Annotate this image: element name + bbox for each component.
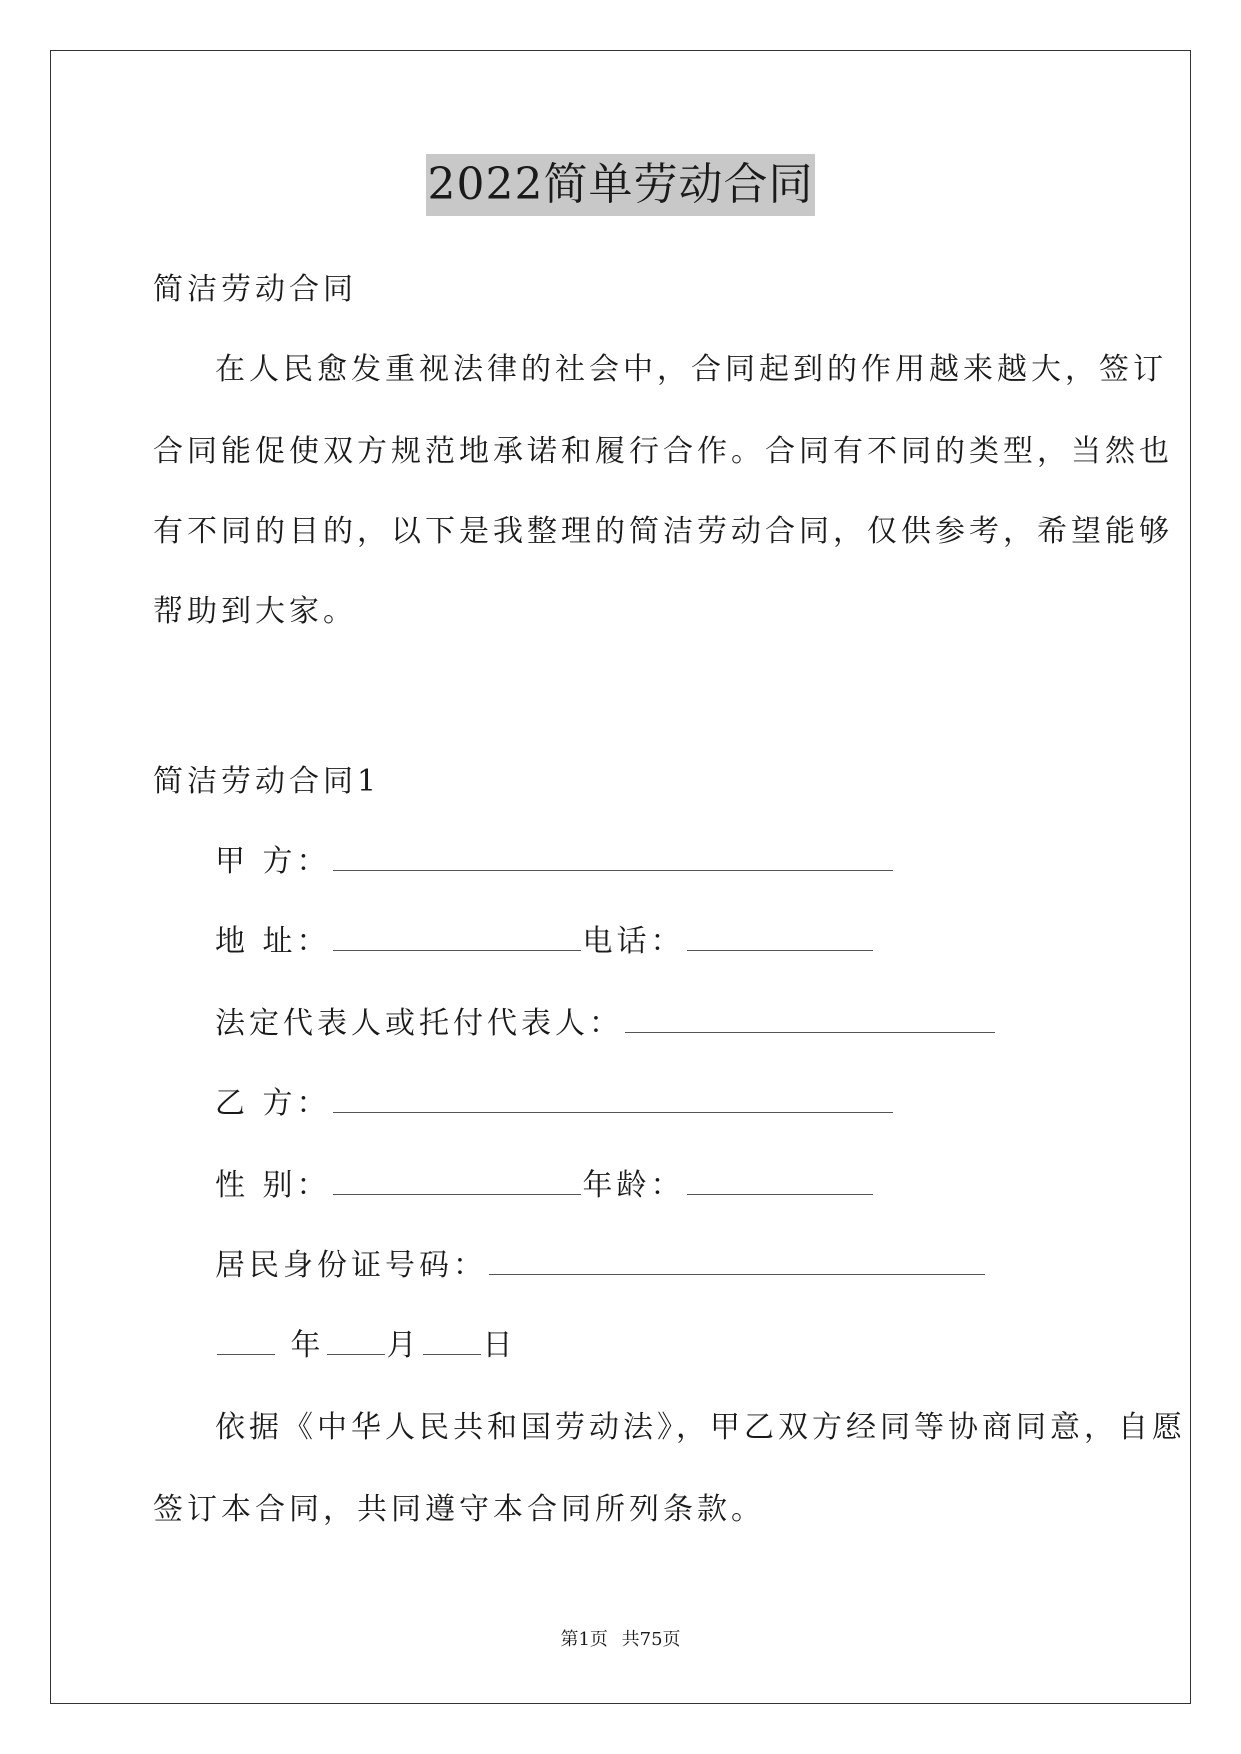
month-blank[interactable]: [327, 1328, 385, 1355]
total-pages: 共75页: [621, 1629, 681, 1650]
closing-line-2: 签订本合同，共同遵守本合同所列条款。: [153, 1492, 765, 1527]
document-title: 2022简单劳动合同: [426, 154, 816, 216]
phone-label: 电话：: [582, 924, 685, 959]
legal-rep-label: 法定代表人或托付代表人：: [215, 1006, 623, 1041]
legal-rep-row: [215, 1004, 997, 1044]
day-blank[interactable]: [423, 1328, 481, 1355]
page-footer: [0, 1628, 1241, 1652]
party-a-label: 甲 方：: [215, 844, 331, 879]
party-a-blank[interactable]: [333, 844, 893, 871]
party-b-row: [215, 1084, 895, 1124]
gender-row: [215, 1166, 875, 1206]
address-label: 地 址：: [215, 924, 331, 959]
intro-line-3: 有不同的目的，以下是我整理的简洁劳动合同，仅供参考，希望能够: [153, 514, 1173, 549]
id-number-row: [215, 1246, 987, 1286]
year-label: 年: [290, 1328, 325, 1363]
title-wrap: [0, 154, 1241, 216]
party-a-row: [215, 842, 895, 882]
intro-line-1: 在人民愈发重视法律的社会中，合同起到的作用越来越大，签订: [215, 352, 1167, 387]
closing-line-1: 依据《中华人民共和国劳动法》，甲乙双方经同等协商同意，自愿: [215, 1410, 1186, 1445]
phone-blank[interactable]: [687, 924, 873, 951]
intro-line-2: 合同能促使双方规范地承诺和履行合作。合同有不同的类型，当然也: [153, 434, 1173, 469]
party-b-blank[interactable]: [333, 1086, 893, 1113]
page-number: 第1页: [560, 1629, 608, 1650]
intro-line-4: 帮助到大家。: [153, 594, 357, 629]
date-row: [215, 1326, 517, 1366]
year-blank[interactable]: [217, 1328, 275, 1355]
age-label: 年龄：: [582, 1168, 685, 1203]
address-row: [215, 922, 875, 962]
id-number-label: 居民身份证号码：: [215, 1248, 487, 1283]
party-b-label: 乙 方：: [215, 1086, 331, 1121]
section-heading: 简洁劳动合同1: [153, 764, 381, 799]
address-blank[interactable]: [333, 924, 581, 951]
id-number-blank[interactable]: [489, 1248, 985, 1275]
age-blank[interactable]: [687, 1168, 873, 1195]
legal-rep-blank[interactable]: [625, 1006, 995, 1033]
day-label: 日: [482, 1328, 517, 1363]
gender-label: 性 别：: [215, 1168, 331, 1203]
intro-heading: 简洁劳动合同: [153, 272, 357, 307]
gender-blank[interactable]: [333, 1168, 581, 1195]
month-label: 月: [386, 1328, 421, 1363]
